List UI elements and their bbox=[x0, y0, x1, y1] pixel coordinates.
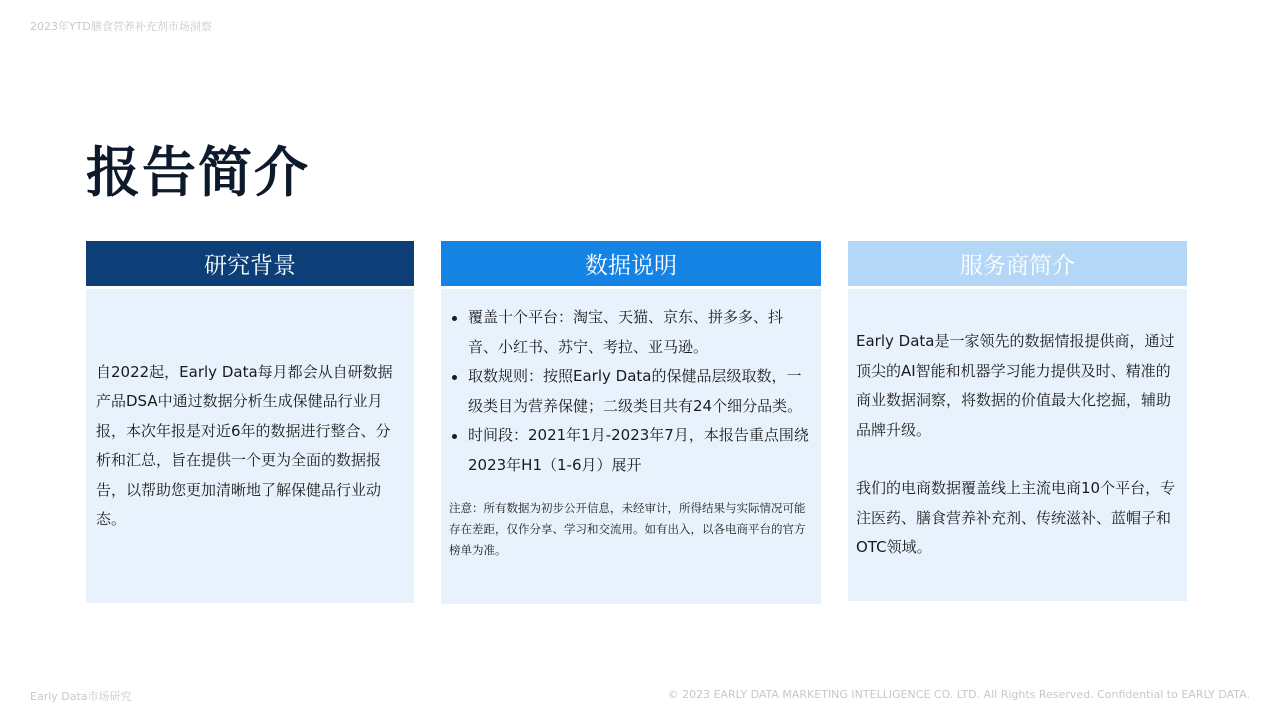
card-body bbox=[848, 289, 1187, 601]
footer-copyright: © 2023 EARLY DATA MARKETING INTELLIGENCE CO. LTD. All Rights Reserved. Confidential to EARLY DATA. bbox=[667, 688, 1250, 701]
card-heading: 数据说明 bbox=[441, 241, 821, 286]
disclaimer-note: 注意：所有数据为初步公开信息，未经审计，所得结果与实际情况可能存在差距，仅作分享、学习和交流用。如有出入，以各电商平台的官方榜单为准。 bbox=[449, 501, 806, 557]
page-title: 报告简介 bbox=[86, 141, 310, 204]
header-caption: 2023年YTD膳食营养补充剂市场洞察 bbox=[30, 20, 212, 33]
card-provider-intro bbox=[848, 241, 1187, 601]
card-heading: 服务商简介 bbox=[848, 241, 1187, 286]
card-body bbox=[86, 289, 414, 603]
provider-text-1: Early Data是一家领先的数据情报提供商，通过顶尖的AI智能和机器学习能力提供及时、精准的商业数据洞察，将数据的价值最大化挖掘，辅助品牌升级。 bbox=[856, 332, 1175, 439]
card-body bbox=[441, 289, 821, 604]
card-research-background bbox=[86, 241, 414, 603]
card-heading: 研究背景 bbox=[86, 241, 414, 286]
bullet-list bbox=[449, 303, 811, 480]
list-item: 覆盖十个平台：淘宝、天猫、京东、拼多多、抖音、小红书、苏宁、考拉、亚马逊。 bbox=[449, 303, 811, 362]
list-item: 取数规则：按照Early Data的保健品层级取数，一级类目为营养保健；二级类目共有24个细分品类。 bbox=[449, 362, 811, 421]
list-item: 时间段：2021年1月-2023年7月，本报告重点围绕2023年H1（1-6月）展开 bbox=[449, 421, 811, 480]
provider-text-2: 我们的电商数据覆盖线上主流电商10个平台，专注医药、膳食营养补充剂、传统滋补、蓝帽子和OTC领域。 bbox=[856, 479, 1176, 557]
card-data-description bbox=[441, 241, 821, 604]
footer-brand: Early Data市场研究 bbox=[30, 690, 132, 703]
background-text: 自2022起，Early Data每月都会从自研数据产品DSA中通过数据分析生成保健品行业月报，本次年报是对近6年的数据进行整合、分析和汇总，旨在提供一个更为全面的数据报告，以帮助您更加清晰地了解保健品行业动态。 bbox=[96, 362, 393, 528]
